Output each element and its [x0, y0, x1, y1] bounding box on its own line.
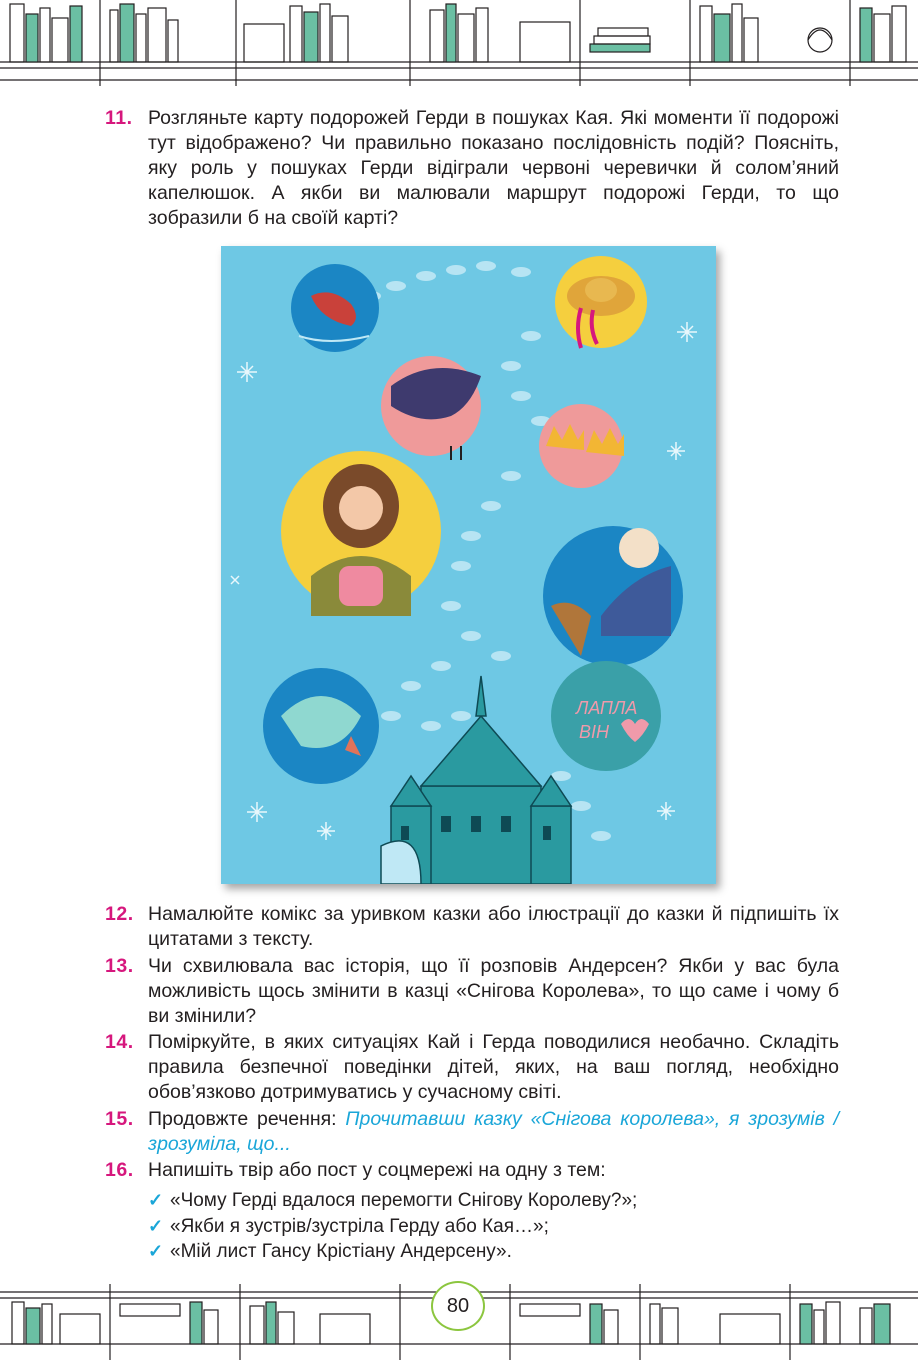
task-16 [105, 1158, 839, 1183]
topic-text: «Якби я зустрів/зустріла Герду або Кая…»; [170, 1215, 549, 1237]
list-item [148, 1214, 637, 1240]
top-bookshelf-decoration [0, 0, 918, 86]
task-text: Намалюйте комікс за уривком казки або ілюстрації до казки й підпишіть їх цитатами з тексту. [148, 903, 839, 950]
list-item [148, 1239, 637, 1265]
task-number: 14. [105, 1031, 134, 1053]
task-text: Поміркуйте, в яких ситуаціях Кай і Герда поводилися необачно. Складіть правила безпечної поведінки дітей, яких, на ваш погляд, необхідно обов’язково дотримуватись у сучасному світі. [148, 1031, 839, 1103]
task-15 [105, 1107, 839, 1157]
topic-checklist [148, 1188, 637, 1265]
page-number: 80 [431, 1281, 485, 1331]
journey-map-picture [221, 246, 716, 884]
topic-text: «Мій лист Гансу Крістіану Андерсену». [170, 1241, 512, 1262]
task-14 [105, 1030, 839, 1105]
task-text [148, 1107, 839, 1157]
checkmark-icon: ✓ [148, 1215, 164, 1236]
sign-text-line1: ЛАПЛА [576, 698, 638, 718]
task-11 [105, 106, 839, 231]
checkmark-icon: ✓ [148, 1241, 164, 1261]
task-number: 16. [105, 1159, 134, 1181]
gerda-journey-map-illustration [221, 246, 716, 884]
task-text: Чи схвилювала вас історія, що її розповів Андерсен? Якби у вас була можливість щось змінити в казці «Снігова Королева», то що саме і чому б ви змінили? [148, 955, 839, 1027]
sign-text-line2: ВІН [579, 722, 610, 742]
task-number: 15. [105, 1108, 134, 1130]
bookshelf-illustration [0, 0, 918, 86]
checkmark-icon: ✓ [148, 1190, 164, 1210]
task-text-lead: Продовжте речення: [148, 1108, 346, 1130]
topic-text: «Чому Герді вдалося перемогти Снігову Королеву?»; [170, 1190, 638, 1211]
task-number: 13. [105, 955, 134, 977]
task-text: Розгляньте карту подорожей Герди в пошуках Кая. Які моменти її подорожі тут відображено? Чи правильно показано послідовність подій? Поясніть, яку роль у пошуках Герди відіграли червоні черевички й солом’яний капелюшок. А якби ви малювали маршрут подорожі Герди, то що зобразили б на своїй карті? [148, 107, 839, 229]
task-12 [105, 902, 839, 952]
task-number: 11. [105, 107, 133, 129]
task-text: Напишіть твір або пост у соцмережі на одну з тем: [148, 1159, 606, 1181]
task-13 [105, 954, 839, 1029]
list-item [148, 1188, 637, 1214]
task-number: 12. [105, 903, 134, 925]
sentence-starter-italic: Прочитавши казку «Снігова королева», я зрозумів / зрозуміла, що... [148, 1108, 839, 1155]
